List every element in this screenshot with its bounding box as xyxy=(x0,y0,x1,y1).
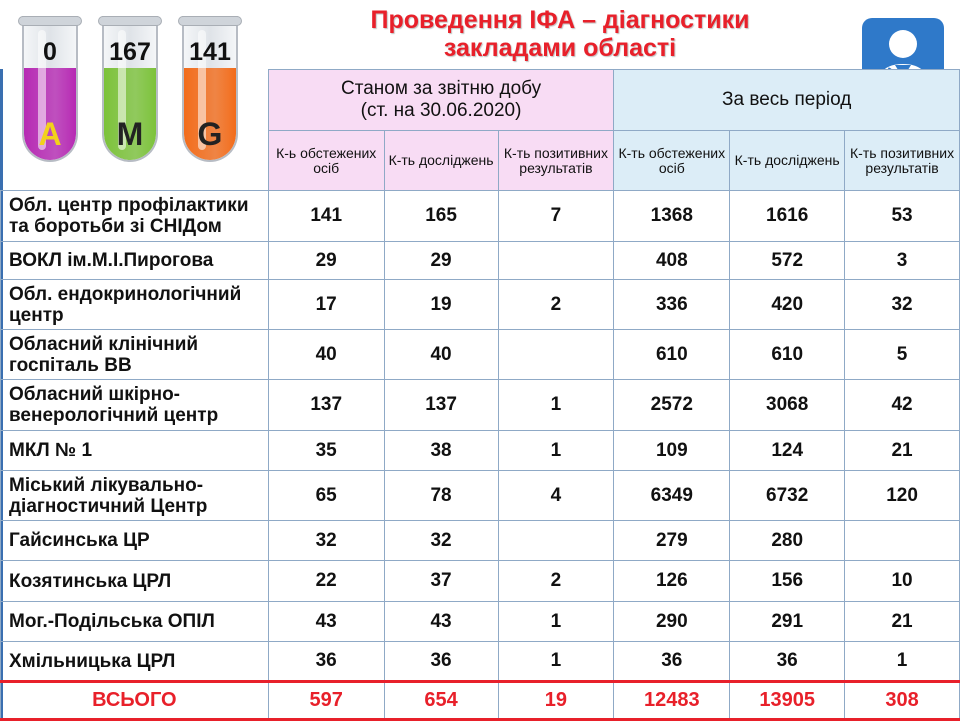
total-value-cell: 308 xyxy=(845,682,960,720)
row-facility-name: Обласний шкірно-венерологічний центр xyxy=(1,380,269,431)
row-value-cell: 156 xyxy=(730,561,845,602)
table-row xyxy=(1,561,960,602)
row-value-cell: 35 xyxy=(268,431,384,471)
row-value-cell: 32 xyxy=(845,280,960,330)
table-row xyxy=(1,471,960,521)
row-value-cell: 291 xyxy=(730,602,845,642)
row-value-cell: 137 xyxy=(384,380,498,431)
row-value-cell: 120 xyxy=(845,471,960,521)
row-value-cell: 29 xyxy=(268,242,384,280)
col-header-period-tests: К-ть досліджень xyxy=(730,131,845,191)
row-value-cell: 3 xyxy=(845,242,960,280)
row-value-cell: 2572 xyxy=(614,380,730,431)
row-value-cell: 4 xyxy=(498,471,614,521)
row-value-cell: 408 xyxy=(614,242,730,280)
total-value-cell: 13905 xyxy=(730,682,845,720)
row-value-cell: 6349 xyxy=(614,471,730,521)
total-value-cell: 654 xyxy=(384,682,498,720)
tube-m-letter: M xyxy=(116,116,144,152)
table-row xyxy=(1,242,960,280)
row-facility-name: МКЛ № 1 xyxy=(1,431,269,471)
tube-g-value: 141 xyxy=(189,38,231,66)
corner-cell xyxy=(1,70,269,191)
row-value-cell: 36 xyxy=(614,642,730,682)
row-facility-name: Гайсинська ЦР xyxy=(1,521,269,561)
total-label: ВСЬОГО xyxy=(1,682,269,720)
tube-g-letter: G xyxy=(197,116,223,152)
row-value-cell: 1 xyxy=(845,642,960,682)
row-value-cell: 336 xyxy=(614,280,730,330)
row-value-cell: 21 xyxy=(845,431,960,471)
row-value-cell: 37 xyxy=(384,561,498,602)
row-value-cell: 19 xyxy=(384,280,498,330)
table-row xyxy=(1,330,960,380)
title-line-1: Проведення ІФА – діагностики xyxy=(370,6,750,34)
table-body xyxy=(1,191,960,720)
total-value-cell: 597 xyxy=(268,682,384,720)
tube-a-letter: A xyxy=(38,116,62,152)
row-value-cell: 420 xyxy=(730,280,845,330)
row-value-cell: 1 xyxy=(498,602,614,642)
row-facility-name: Мог.-Подільська ОПІЛ xyxy=(1,602,269,642)
row-value-cell: 43 xyxy=(268,602,384,642)
row-value-cell: 2 xyxy=(498,561,614,602)
ifa-table xyxy=(0,69,960,721)
row-value-cell: 124 xyxy=(730,431,845,471)
row-value-cell: 610 xyxy=(730,330,845,380)
row-value-cell: 280 xyxy=(730,521,845,561)
tube-a-value: 0 xyxy=(43,38,57,66)
title-line-2: закладами області xyxy=(443,34,677,62)
row-value-cell: 6732 xyxy=(730,471,845,521)
row-value-cell: 10 xyxy=(845,561,960,602)
col-header-period-positive: К-ть позитивних результатів xyxy=(845,131,960,191)
row-value-cell: 137 xyxy=(268,380,384,431)
row-facility-name: Обл. центр профілактики та боротьби зі СНІДом xyxy=(1,191,269,242)
row-value-cell: 5 xyxy=(845,330,960,380)
tube-m-rim xyxy=(98,16,162,26)
row-value-cell xyxy=(498,521,614,561)
row-value-cell xyxy=(498,242,614,280)
row-value-cell: 3068 xyxy=(730,380,845,431)
total-row xyxy=(1,682,960,720)
row-value-cell: 38 xyxy=(384,431,498,471)
row-value-cell: 21 xyxy=(845,602,960,642)
header-daily-line-1: Станом за звітню добу xyxy=(341,78,542,99)
row-facility-name: Хмільницька ЦРЛ xyxy=(1,642,269,682)
row-value-cell: 1616 xyxy=(730,191,845,242)
row-value-cell: 1 xyxy=(498,642,614,682)
header-group-daily xyxy=(268,70,614,131)
table-row xyxy=(1,280,960,330)
row-value-cell: 1 xyxy=(498,380,614,431)
header-group-period: За весь період xyxy=(614,70,960,131)
row-facility-name: Міський лікувально-діагностичний Центр xyxy=(1,471,269,521)
table-row xyxy=(1,431,960,471)
row-value-cell: 42 xyxy=(845,380,960,431)
total-value-cell: 12483 xyxy=(614,682,730,720)
row-value-cell: 126 xyxy=(614,561,730,602)
tube-a-rim xyxy=(18,16,82,26)
row-value-cell: 78 xyxy=(384,471,498,521)
row-value-cell: 36 xyxy=(384,642,498,682)
row-value-cell: 572 xyxy=(730,242,845,280)
row-value-cell: 279 xyxy=(614,521,730,561)
row-value-cell: 40 xyxy=(384,330,498,380)
row-value-cell: 610 xyxy=(614,330,730,380)
col-header-daily-positive: К-ть позитивних результатів xyxy=(498,131,614,191)
table-row xyxy=(1,191,960,242)
col-header-daily-tests: К-ть досліджень xyxy=(384,131,498,191)
row-value-cell: 43 xyxy=(384,602,498,642)
row-value-cell: 36 xyxy=(730,642,845,682)
row-value-cell: 109 xyxy=(614,431,730,471)
row-facility-name: ВОКЛ ім.М.І.Пирогова xyxy=(1,242,269,280)
total-value-cell: 19 xyxy=(498,682,614,720)
row-value-cell: 40 xyxy=(268,330,384,380)
col-header-daily-persons: К-ь обстежених осіб xyxy=(268,131,384,191)
tube-g-rim xyxy=(178,16,242,26)
row-value-cell: 2 xyxy=(498,280,614,330)
table-row xyxy=(1,380,960,431)
row-value-cell: 53 xyxy=(845,191,960,242)
tube-m-value: 167 xyxy=(109,38,151,66)
row-facility-name: Козятинська ЦРЛ xyxy=(1,561,269,602)
row-value-cell xyxy=(498,330,614,380)
header-daily-line-2: (ст. на 30.06.2020) xyxy=(360,100,522,121)
col-header-period-persons: К-ть обстежених осіб xyxy=(614,131,730,191)
row-value-cell: 165 xyxy=(384,191,498,242)
row-value-cell: 36 xyxy=(268,642,384,682)
table-row xyxy=(1,521,960,561)
row-value-cell: 7 xyxy=(498,191,614,242)
row-value-cell xyxy=(845,521,960,561)
row-value-cell: 29 xyxy=(384,242,498,280)
row-value-cell: 17 xyxy=(268,280,384,330)
row-value-cell: 141 xyxy=(268,191,384,242)
row-value-cell: 290 xyxy=(614,602,730,642)
row-facility-name: Обласний клінічний госпіталь ВВ xyxy=(1,330,269,380)
row-value-cell: 22 xyxy=(268,561,384,602)
row-value-cell: 32 xyxy=(268,521,384,561)
page-title xyxy=(300,6,820,62)
row-value-cell: 1368 xyxy=(614,191,730,242)
row-value-cell: 65 xyxy=(268,471,384,521)
table-row xyxy=(1,602,960,642)
row-value-cell: 1 xyxy=(498,431,614,471)
table-row xyxy=(1,642,960,682)
row-value-cell: 32 xyxy=(384,521,498,561)
row-facility-name: Обл. ендокринологічний центр xyxy=(1,280,269,330)
